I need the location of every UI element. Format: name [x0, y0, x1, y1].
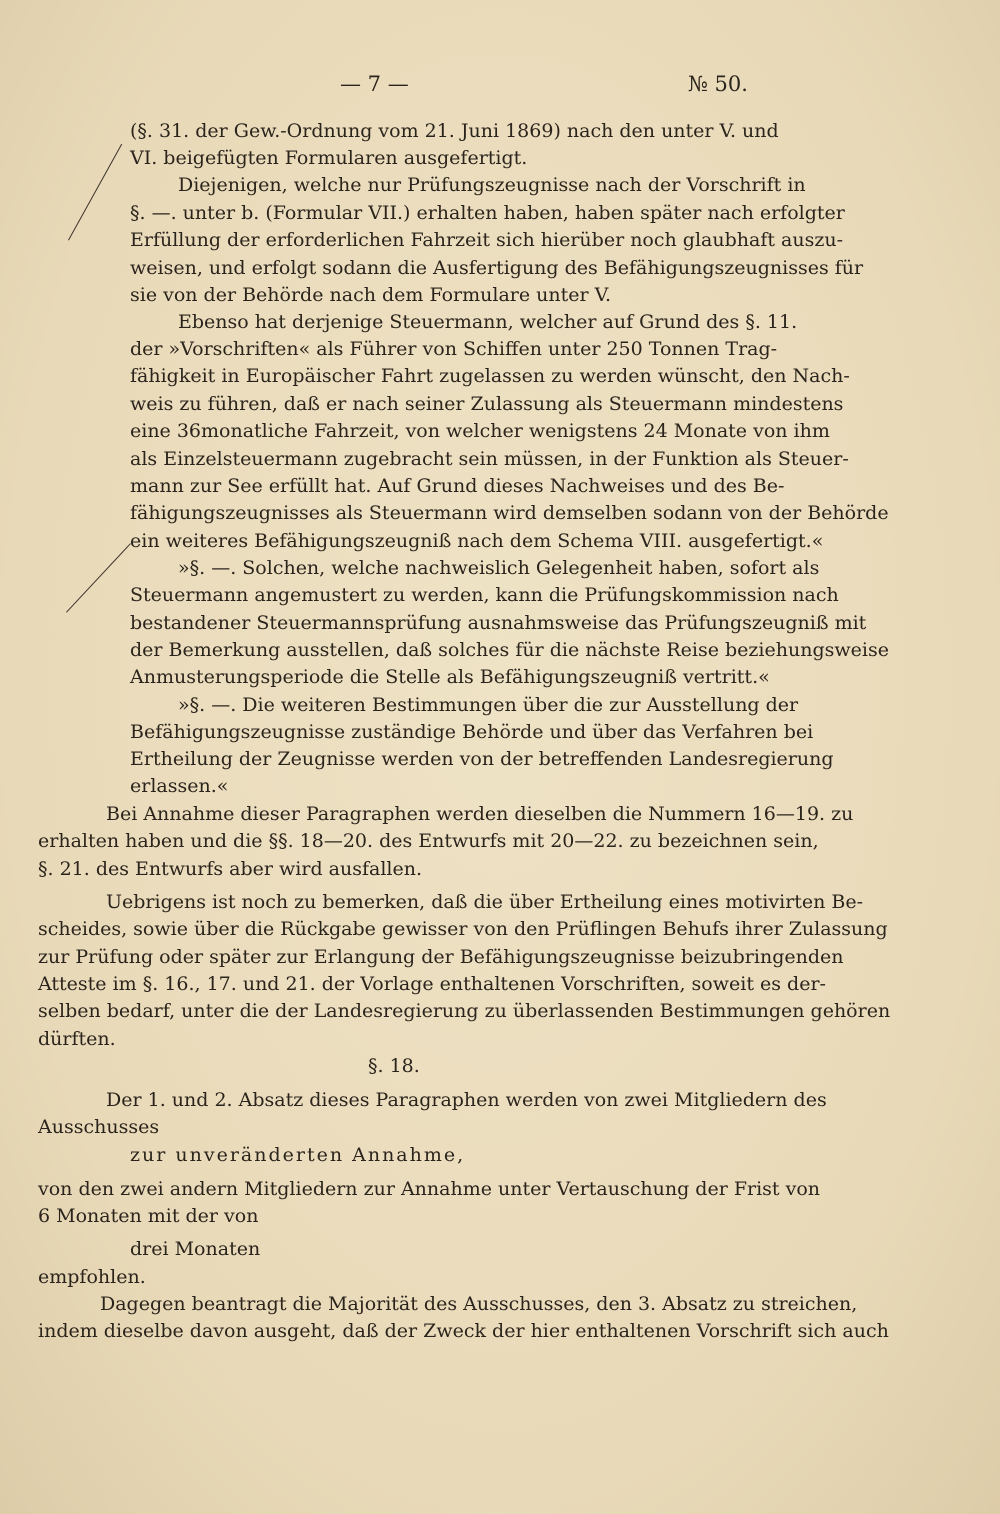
text-line: dürften. — [38, 1028, 116, 1050]
text-line: fähigkeit in Europäischer Fahrt zugelassen zu werden wünscht, den Nach- — [130, 365, 850, 387]
text-line: der Bemerkung ausstellen, daß solches für die nächste Reise beziehungsweise — [130, 639, 889, 661]
text-line: weisen, und erfolgt sodann die Ausfertigung des Befähigungszeugnisses für — [130, 257, 864, 279]
text-line: VI. beigefügten Formularen ausgefertigt. — [130, 147, 528, 169]
text-line: §. —. unter b. (Formular VII.) erhalten haben, haben später nach erfolgter — [130, 202, 845, 224]
text-line: eine 36monatliche Fahrzeit, von welcher wenigstens 24 Monate von ihm — [130, 420, 830, 442]
text-line: bestandener Steuermannsprüfung ausnahmsweise das Prüfungszeugniß mit — [130, 612, 867, 634]
text-line: scheides, sowie über die Rückgabe gewisser von den Prüflingen Behufs ihrer Zulassung — [38, 918, 888, 940]
text-line: »§. —. Die weiteren Bestimmungen über die zur Ausstellung der — [178, 694, 799, 716]
text-line: sie von der Behörde nach dem Formulare unter V. — [130, 284, 612, 306]
margin-strike-mark — [66, 543, 131, 613]
text-line: Diejenigen, welche nur Prüfungszeugnisse nach der Vorschrift in — [178, 174, 806, 196]
text-line: Erfüllung der erforderlichen Fahrzeit sich hierüber noch glaubhaft auszu- — [130, 229, 844, 251]
text-line: fähigungszeugnisses als Steuermann wird demselben sodann von der Behörde — [130, 502, 889, 524]
text-line: erlassen.« — [130, 775, 229, 797]
text-line: §. 21. des Entwurfs aber wird ausfallen. — [38, 858, 423, 880]
text-line: Der 1. und 2. Absatz dieses Paragraphen werden von zwei Mitgliedern des — [106, 1089, 827, 1111]
margin-strike-mark — [68, 144, 123, 241]
text-line: Ausschusses — [38, 1116, 160, 1138]
text-line: zur Prüfung oder später zur Erlangung der Befähigungszeugnisse beizubringenden — [38, 946, 844, 968]
text-line: drei Monaten — [130, 1238, 261, 1260]
text-line: Ertheilung der Zeugnisse werden von der betreffenden Landesregierung — [130, 748, 834, 770]
text-line: Bei Annahme dieser Paragraphen werden dieselben die Nummern 16—19. zu — [106, 803, 854, 825]
page-number: — 7 — — [340, 72, 409, 96]
text-line: Uebrigens ist noch zu bemerken, daß die über Ertheilung eines motivirten Be- — [106, 891, 864, 913]
text-line: Ebenso hat derjenige Steuermann, welcher auf Grund des §. 11. — [178, 311, 798, 333]
text-line: Atteste im §. 16., 17. und 21. der Vorlage enthaltenen Vorschriften, soweit es der- — [38, 973, 826, 995]
section-heading: §. 18. — [368, 1055, 420, 1077]
text-line: »§. —. Solchen, welche nachweislich Gelegenheit haben, sofort als — [178, 557, 820, 579]
text-line: weis zu führen, daß er nach seiner Zulassung als Steuermann mindestens — [130, 393, 844, 415]
text-line: als Einzelsteuermann zugebracht sein müssen, in der Funktion als Steuer- — [130, 448, 849, 470]
text-line: der »Vorschriften« als Führer von Schiffen unter 250 Tonnen Trag- — [130, 338, 778, 360]
text-line: selben bedarf, unter die der Landesregierung zu überlassenden Bestimmungen gehören — [38, 1000, 891, 1022]
text-line: Steuermann angemustert zu werden, kann die Prüfungskommission nach — [130, 584, 839, 606]
text-line: (§. 31. der Gew.-Ordnung vom 21. Juni 1869) nach den unter V. und — [130, 120, 779, 142]
text-line: empfohlen. — [38, 1266, 146, 1288]
text-line: mann zur See erfüllt hat. Auf Grund dieses Nachweises und des Be- — [130, 475, 785, 497]
text-line: 6 Monaten mit der von — [38, 1205, 259, 1227]
text-line: Dagegen beantragt die Majorität des Ausschusses, den 3. Absatz zu streichen, — [100, 1293, 858, 1315]
text-line: zur unveränderten Annahme, — [130, 1144, 466, 1166]
text-line: erhalten haben und die §§. 18—20. des Entwurfs mit 20—22. zu bezeichnen sein, — [38, 830, 819, 852]
text-line: Anmusterungsperiode die Stelle als Befähigungszeugniß vertritt.« — [130, 666, 770, 688]
text-line: indem dieselbe davon ausgeht, daß der Zweck der hier enthaltenen Vorschrift sich auch — [38, 1320, 889, 1342]
text-line: Befähigungszeugnisse zuständige Behörde und über das Verfahren bei — [130, 721, 814, 743]
text-line: von den zwei andern Mitgliedern zur Annahme unter Vertauschung der Frist von — [38, 1178, 821, 1200]
document-number: № 50. — [688, 72, 748, 96]
text-line: ein weiteres Befähigungszeugniß nach dem Schema VIII. ausgefertigt.« — [130, 530, 824, 552]
